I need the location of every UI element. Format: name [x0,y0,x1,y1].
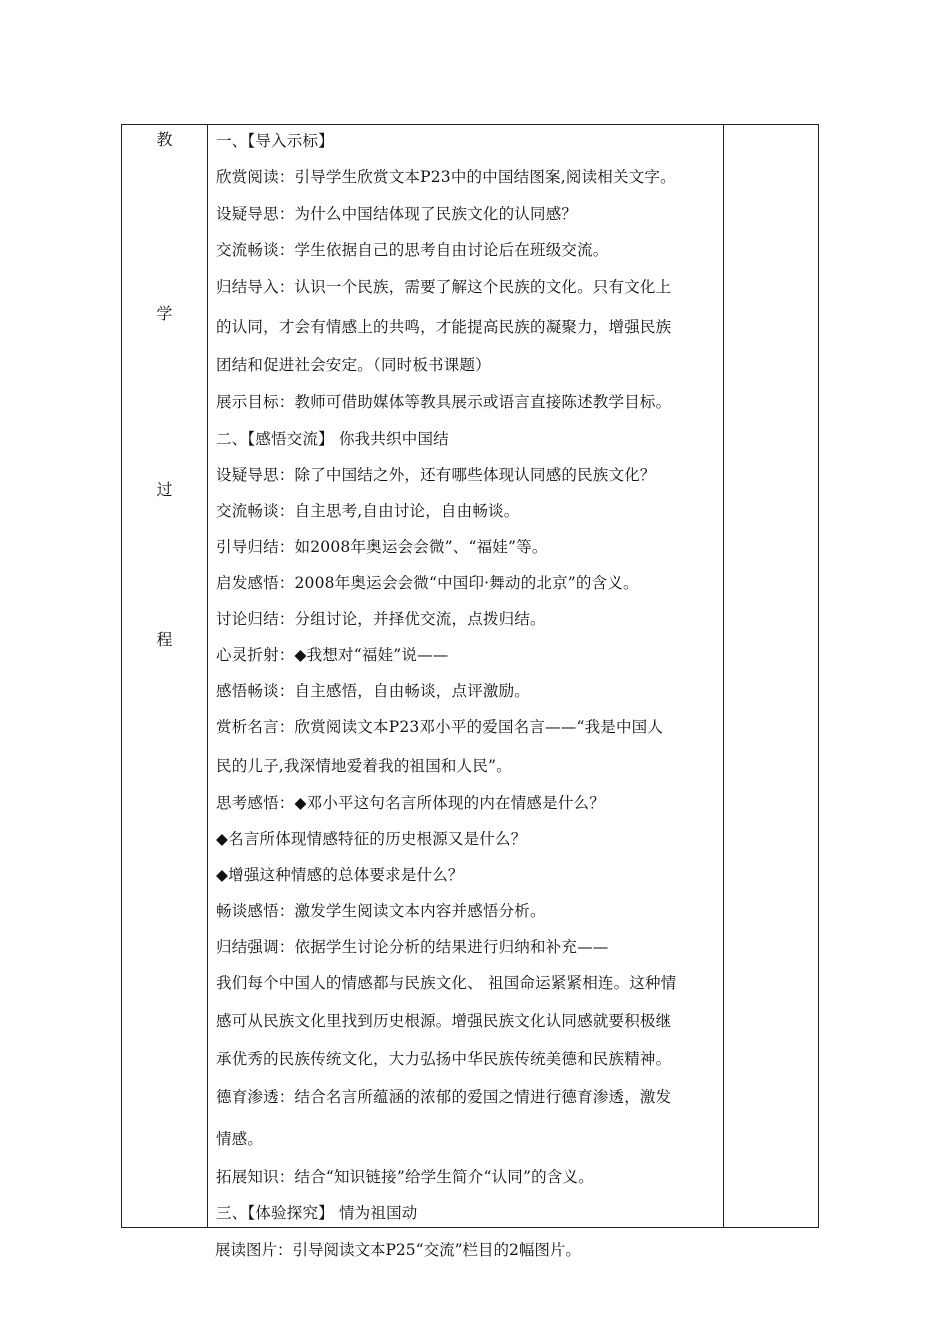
text-line: 的认同，才会有情感上的共鸣，才能提高民族的凝聚力，增强民族 [216,318,672,336]
text-line: 感可从民族文化里找到历史根源。增强民族文化认同感就要积极继 [216,1012,672,1030]
text-line: 情感。 [216,1130,264,1148]
text-line: 交流畅谈：自主思考,自由讨论，自由畅谈。 [216,502,520,520]
text-line: 团结和促进社会安定。（同时板书课题） [216,356,491,374]
section-heading-3: 三、【体验探究】 情为祖国动 [216,1204,418,1222]
side-label-jiao: 教 [156,130,173,149]
text-line: 展示目标：教师可借助媒体等教具展示或语言直接陈述教学目标。 [216,393,672,411]
text-line: 畅谈感悟：激发学生阅读文本内容并感悟分析。 [216,902,546,920]
text-line: 讨论归结：分组讨论，并择优交流，点拨归结。 [216,610,546,628]
text-line: 归结导入：认识一个民族，需要了解这个民族的文化。只有文化上 [216,278,672,296]
side-label-guo: 过 [156,480,173,499]
text-line: 赏析名言：欣赏阅读文本P23邓小平的爱国名言——“我是中国人 [216,718,664,736]
lesson-table [121,124,819,1228]
text-line: 感悟畅谈：自主感悟，自由畅谈，点评激励。 [216,682,531,700]
text-line: ◆增强这种情感的总体要求是什么？ [216,866,464,884]
text-line: 德育渗透：结合名言所蕴涵的浓郁的爱国之情进行德育渗透，激发 [216,1088,672,1106]
after-table-line: 展读图片：引导阅读文本P25“交流”栏目的2幅图片。 [215,1241,581,1259]
text-line: 欣赏阅读：引导学生欣赏文本P23中的中国结图案,阅读相关文字。 [216,168,676,186]
text-line: 思考感悟：◆邓小平这句名言所体现的内在情感是什么？ [216,794,605,812]
text-line: 拓展知识：结合“知识链接”给学生简介“认同”的含义。 [216,1168,594,1186]
text-line: 引导归结：如2008年奥运会会微”、“福娃”等。 [216,538,548,556]
text-line: 归结强调：依据学生讨论分析的结果进行归纳和补充—— [216,938,609,956]
text-line: 承优秀的民族传统文化，大力弘扬中华民族传统美德和民族精神。 [216,1050,672,1068]
text-line: 交流畅谈：学生依据自己的思考自由讨论后在班级交流。 [216,241,609,259]
column-divider-right [723,125,724,1227]
section-heading-2: 二、【感悟交流】 你我共织中国结 [216,430,449,448]
column-divider-left [207,125,208,1227]
text-line: 我们每个中国人的情感都与民族文化、 祖国命运紧紧相连。这种情 [216,974,677,992]
side-label-xue: 学 [156,304,173,323]
text-line: ◆名言所体现情感特征的历史根源又是什么？ [216,830,527,848]
section-heading-1: 一、【导入示标】 [216,132,334,150]
side-label-cheng: 程 [156,630,173,649]
text-line: 心灵折射：◆我想对“福娃”说—— [216,646,449,664]
text-line: 民的儿子,我深情地爱着我的祖国和人民”。 [216,757,512,775]
text-line: 设疑导思：除了中国结之外，还有哪些体现认同感的民族文化？ [216,466,656,484]
text-line: 设疑导思：为什么中国结体现了民族文化的认同感？ [216,205,578,223]
text-line: 启发感悟：2008年奥运会会微“中国印·舞动的北京”的含义。 [216,574,639,592]
